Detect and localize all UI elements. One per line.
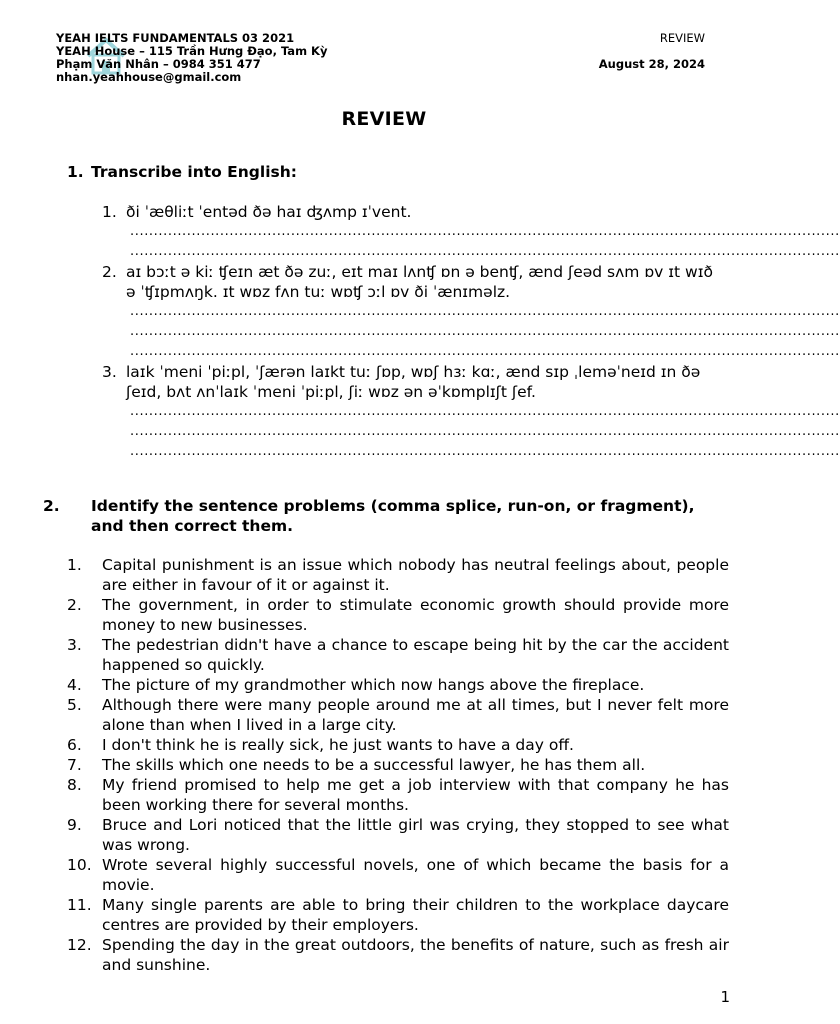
sentence-text: Bruce and Lori noticed that the little girl was crying, they stopped to see what was wrong. — [102, 816, 729, 854]
list-item — [67, 895, 729, 935]
answer-line[interactable]: ...................................................................................................................................................... — [130, 404, 840, 419]
item-number: 5. — [67, 696, 82, 714]
list-item — [67, 775, 729, 815]
header-info — [56, 32, 327, 84]
item-number: 11. — [67, 896, 92, 914]
item-number: 1. — [102, 203, 117, 221]
sentence-text: The pedestrian didn't have a chance to escape being hit by the car the accident happened so quickly. — [102, 636, 729, 674]
course-name: YEAH IELTS FUNDAMENTALS 03 2021 — [56, 31, 295, 45]
ipa-text: ði ˈæθliːt ˈentəd ðə haɪ ʤʌmp ɪˈvent. — [126, 203, 412, 221]
answer-line[interactable]: ...................................................................................................................................................... — [130, 224, 840, 239]
section-number: 2. — [43, 497, 60, 515]
item-number: 9. — [67, 816, 82, 834]
list-item — [67, 555, 729, 595]
answer-line[interactable]: ...................................................................................................................................................... — [130, 244, 840, 259]
item-number: 7. — [67, 756, 82, 774]
list-item — [67, 815, 729, 855]
sentence-problems-list — [67, 555, 729, 975]
item-number: 1. — [67, 556, 82, 574]
answer-line[interactable]: ...................................................................................................................................................... — [130, 424, 840, 439]
answer-line[interactable]: ...................................................................................................................................................... — [130, 444, 840, 459]
answer-line[interactable]: ...................................................................................................................................................... — [130, 324, 840, 339]
page-number: 1 — [720, 988, 730, 1006]
section-title: Transcribe into English: — [91, 163, 297, 181]
list-item — [67, 695, 729, 735]
email: nhan.yeahhouse@gmail.com — [56, 70, 242, 84]
item-number: 2. — [67, 596, 82, 614]
item-number: 3. — [102, 363, 117, 381]
item-number: 10. — [67, 856, 92, 874]
list-item — [67, 735, 729, 755]
sentence-text: Wrote several highly successful novels, one of which became the basis for a movie. — [102, 856, 729, 894]
answer-line[interactable]: ...................................................................................................................................................... — [130, 304, 840, 319]
item-number: 4. — [67, 676, 82, 694]
sentence-text: The skills which one needs to be a successful lawyer, he has them all. — [102, 756, 646, 774]
ipa-text: laɪk ˈmeni ˈpiːpl, ˈʃærən laɪkt tuː ʃɒp, wɒʃ hɜː kɑː, ænd sɪp ˌleməˈneɪd ɪn ðə ʃeɪd, bʌt ʌnˈlaɪk ˈmeni ˈpiːpl, ʃiː wɒz ən əˈkɒmplɪʃt ʃef. — [126, 363, 701, 401]
section-2-heading — [43, 496, 717, 536]
item-number: 2. — [102, 263, 117, 281]
list-item — [67, 635, 729, 675]
section-number: 1. — [67, 163, 84, 181]
ipa-item — [102, 262, 840, 362]
list-item — [67, 855, 729, 895]
sentence-text: Capital punishment is an issue which nobody has neutral feelings about, people are either in favour of it or against it. — [102, 556, 729, 594]
item-number: 12. — [67, 936, 92, 954]
section-title: Identify the sentence problems (comma splice, run-on, or fragment), and then correct them. — [91, 497, 695, 535]
list-item — [67, 595, 729, 635]
sentence-text: My friend promised to help me get a job interview with that company he has been working there for several months. — [102, 776, 729, 814]
item-number: 3. — [67, 636, 82, 654]
ipa-item — [102, 202, 840, 262]
sentence-text: Many single parents are able to bring their children to the workplace daycare centres are provided by their employers. — [102, 896, 729, 934]
header-date: August 28, 2024 — [598, 57, 705, 71]
item-number: 8. — [67, 776, 82, 794]
sentence-text: The government, in order to stimulate economic growth should provide more money to new businesses. — [102, 596, 729, 634]
teacher-contact: Phạm Văn Nhân – 0984 351 477 — [56, 57, 261, 71]
sentence-text: I don't think he is really sick, he just wants to have a day off. — [102, 736, 574, 754]
list-item — [67, 755, 729, 775]
sentence-text: The picture of my grandmother which now hangs above the fireplace. — [102, 676, 645, 694]
address: YEAH House – 115 Trần Hưng Đạo, Tam Kỳ — [56, 44, 328, 58]
transcription-exercise — [102, 202, 840, 462]
list-item — [67, 675, 729, 695]
item-number: 6. — [67, 736, 82, 754]
header-right — [599, 32, 705, 71]
answer-line[interactable]: ...................................................................................................................................................... — [130, 344, 840, 359]
list-item — [67, 935, 729, 975]
header-label: REVIEW — [659, 31, 705, 45]
sentence-text: Although there were many people around me at all times, but I never felt more alone than when I lived in a large city. — [102, 696, 729, 734]
page-title: REVIEW — [341, 108, 427, 130]
section-1-heading — [67, 163, 297, 181]
sentence-text: Spending the day in the great outdoors, the benefits of nature, such as fresh air and sunshine. — [102, 936, 729, 974]
ipa-item — [102, 362, 840, 462]
ipa-text: aɪ bɔːt ə kiː ʧeɪn æt ðə zuː, eɪt maɪ lʌnʧ ɒn ə benʧ, ænd ʃeəd sʌm ɒv ɪt wɪð ə ˈʧɪpmʌŋk. ɪt wɒz fʌn tuː wɒʧ ɔːl ɒv ði ˈænɪməlz. — [126, 263, 713, 301]
